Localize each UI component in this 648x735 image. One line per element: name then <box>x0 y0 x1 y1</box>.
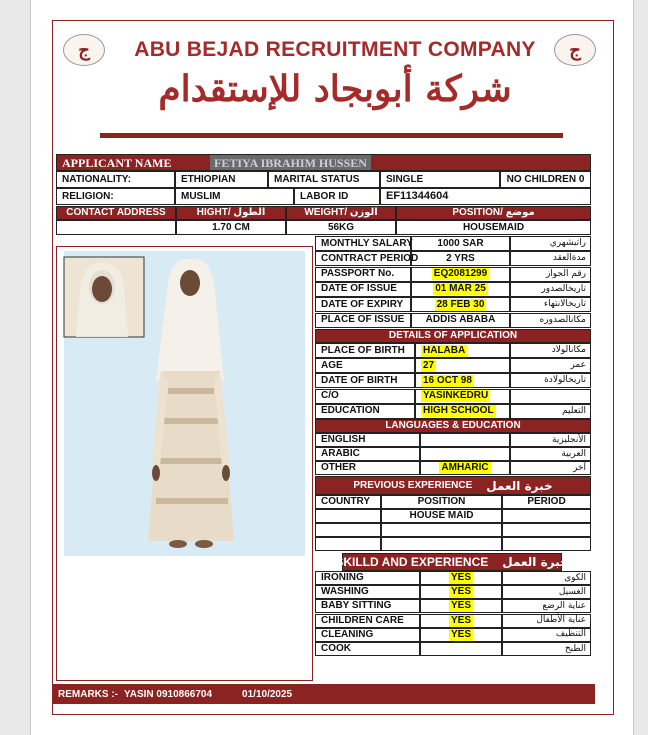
skill-value-text-4: YES <box>450 628 471 640</box>
application-ar-text-2: تاريخالولادة <box>544 375 586 386</box>
skill-label-text-4: CLEANING <box>321 628 374 640</box>
skill-value-3 <box>420 614 502 628</box>
skill-ar-1 <box>502 585 591 599</box>
skill-value-2 <box>420 599 502 613</box>
detail-label-0 <box>315 236 411 251</box>
experience-period-1 <box>502 509 591 523</box>
skill-label-text-2: BABY SITTING <box>321 600 392 612</box>
skill-label-text-5: COOK <box>321 643 351 654</box>
skill-ar-text-3: عناية الأطفال <box>536 615 586 626</box>
experience-country-2 <box>315 523 381 537</box>
col-position: POSITION <box>381 495 502 509</box>
skill-label-5 <box>315 642 420 656</box>
skill-value-4 <box>420 628 502 642</box>
skill-ar-text-4: التنظيف <box>555 629 586 640</box>
detail-value-4 <box>411 297 510 312</box>
application-label-2 <box>315 373 415 388</box>
application-ar-1 <box>510 358 591 373</box>
application-value-2 <box>415 373 510 388</box>
experience-period-2 <box>502 523 591 537</box>
detail-label-text-0: MONTHLY SALARY <box>321 237 413 249</box>
detail-ar-3 <box>510 282 591 297</box>
experience-position-1: HOUSE MAID <box>381 509 502 523</box>
company-logo-right: ج <box>554 34 596 66</box>
skill-value-text-0: YES <box>450 572 471 583</box>
applicant-name-label: APPLICANT NAME <box>62 155 172 170</box>
applicant-photo <box>64 251 305 556</box>
detail-label-3 <box>315 282 411 297</box>
applicant-name-bar <box>56 154 591 171</box>
application-value-text-2: 16 OCT 98 <box>423 374 472 386</box>
skill-ar-text-0: الكوى <box>564 572 586 583</box>
application-value-3 <box>415 389 510 404</box>
application-label-text-1: AGE <box>321 359 343 371</box>
religion-label: RELIGION: <box>56 188 175 205</box>
skill-label-text-1: WASHING <box>321 586 369 598</box>
language-ar-text-0: الأنجليزية <box>552 434 586 445</box>
previous-experience-title-ar: خبرة العمل <box>486 478 553 493</box>
skill-ar-3 <box>502 614 591 628</box>
height-value: 1.70 CM <box>176 220 286 235</box>
skills-title: SKILLD AND EXPERIENCE <box>335 555 489 569</box>
skill-ar-text-1: الغسيل <box>558 586 586 597</box>
experience-position-2 <box>381 523 502 537</box>
contact-address-value <box>56 220 176 235</box>
skill-ar-0 <box>502 571 591 585</box>
application-label-text-0: PLACE OF BIRTH <box>321 344 405 356</box>
skill-label-1 <box>315 585 420 599</box>
detail-ar-text-5: مكانالصدوره <box>539 314 586 325</box>
detail-ar-text-2: رقم الجواز <box>545 268 586 279</box>
children-count: NO CHILDREN 0 <box>500 171 591 188</box>
col-period: PERIOD <box>502 495 591 509</box>
detail-ar-text-0: راتبشهري <box>549 238 586 248</box>
application-label-text-4: EDUCATION <box>321 405 380 417</box>
detail-ar-text-1: مدةالعقد <box>552 253 586 264</box>
languages-header: LANGUAGES & EDUCATION <box>315 419 591 433</box>
detail-label-text-1: CONTRACT PERIOD <box>321 252 419 264</box>
skill-ar-4 <box>502 628 591 642</box>
title-divider <box>100 133 563 138</box>
detail-value-text-4: 28 FEB 30 <box>436 298 485 310</box>
detail-ar-text-4: تاريخالانتهاء <box>543 299 586 310</box>
detail-value-3 <box>411 282 510 297</box>
labor-id-label: LABOR ID <box>294 188 380 205</box>
language-label-0 <box>315 433 420 447</box>
skill-label-2 <box>315 599 420 613</box>
application-ar-4 <box>510 404 591 419</box>
experience-country-1 <box>315 509 381 523</box>
detail-label-text-2: PASSPORT No. <box>321 268 395 280</box>
language-label-1 <box>315 447 420 461</box>
application-value-text-0: HALABA <box>423 344 466 356</box>
application-ar-text-1: عمر <box>570 360 586 371</box>
skill-label-3 <box>315 614 420 628</box>
skill-ar-5 <box>502 642 591 656</box>
religion-value: MUSLIM <box>175 188 294 205</box>
language-value-0 <box>420 433 510 447</box>
application-ar-text-0: مكانالولاد <box>551 345 586 355</box>
detail-value-text-5: ADDIS ABABA <box>425 314 496 325</box>
detail-ar-0 <box>510 236 591 251</box>
detail-label-text-4: DATE OF EXPIRY <box>321 298 404 310</box>
application-label-4 <box>315 404 415 419</box>
language-ar-1 <box>510 447 591 461</box>
detail-value-2 <box>411 267 510 282</box>
detail-value-text-2: EQ2081299 <box>433 268 488 280</box>
details-of-application-header: DETAILS OF APPLICATION <box>315 329 591 343</box>
application-value-4 <box>415 404 510 419</box>
detail-label-text-3: DATE OF ISSUE <box>321 283 397 295</box>
language-value-2 <box>420 461 510 475</box>
application-label-text-3: C/O <box>321 390 339 402</box>
skill-value-text-2: YES <box>450 600 471 612</box>
detail-ar-2 <box>510 267 591 282</box>
detail-ar-5 <box>510 313 591 328</box>
application-ar-0 <box>510 343 591 358</box>
marital-status-value: SINGLE <box>380 171 500 188</box>
skill-label-text-0: IRONING <box>321 572 364 583</box>
application-ar-text-4: التعليم <box>562 405 586 416</box>
remarks-label: REMARKS :- <box>58 688 118 700</box>
application-label-0 <box>315 343 415 358</box>
weight-header: WEIGHT/ الوزن <box>286 206 396 220</box>
company-title-english: ABU BEJAD RECRUITMENT COMPANY <box>134 38 536 61</box>
remarks-value: YASIN 0910866704 <box>124 688 213 700</box>
detail-ar-1 <box>510 251 591 266</box>
detail-label-2 <box>315 267 411 282</box>
detail-value-text-1: 2 YRS <box>446 252 475 264</box>
position-header: POSITION/ موضع <box>396 206 591 220</box>
application-ar-2 <box>510 373 591 388</box>
language-ar-text-1: العربية <box>561 448 586 459</box>
skills-header <box>335 553 569 571</box>
detail-ar-4 <box>510 297 591 312</box>
previous-experience-header <box>315 476 591 495</box>
experience-position-3 <box>381 537 502 551</box>
application-value-text-1: 27 <box>423 359 435 371</box>
skill-value-text-1: YES <box>450 586 471 598</box>
skills-title-ar: خبرة العمل <box>502 555 569 569</box>
nationality-label: NATIONALITY: <box>56 171 175 188</box>
position-value: HOUSEMAID <box>396 220 591 235</box>
weight-value: 56KG <box>286 220 396 235</box>
language-value-text-2: AMHARIC <box>441 462 489 473</box>
application-value-text-4: HIGH SCHOOL <box>423 405 494 417</box>
language-label-2 <box>315 461 420 475</box>
contact-address-header: CONTACT ADDRESS <box>56 206 176 220</box>
detail-ar-text-3: تاريخالصدور <box>541 283 586 294</box>
detail-label-4 <box>315 297 411 312</box>
detail-value-0 <box>411 236 510 251</box>
detail-label-5 <box>315 313 411 328</box>
skill-ar-text-5: الطبخ <box>564 643 586 654</box>
experience-period-3 <box>502 537 591 551</box>
application-value-text-3: YASINKEDRU <box>423 390 489 402</box>
application-label-3 <box>315 389 415 404</box>
detail-label-text-5: PLACE OF ISSUE <box>321 314 405 325</box>
language-ar-2 <box>510 461 591 475</box>
application-value-0 <box>415 343 510 358</box>
labor-id-value: EF11344604 <box>380 188 591 205</box>
applicant-name-value: FETIYA IBRAHIM HUSSEN <box>210 155 371 170</box>
detail-value-text-0: 1000 SAR <box>437 237 484 249</box>
detail-value-text-3: 01 MAR 25 <box>435 283 486 295</box>
application-ar-3 <box>510 389 591 404</box>
company-title-arabic: شركة أبوبجاد للإستقدام <box>158 68 512 110</box>
language-label-text-1: ARABIC <box>321 448 360 459</box>
height-header: HIGHT/ الطول <box>176 206 286 220</box>
skill-label-4 <box>315 628 420 642</box>
skill-value-text-3: YES <box>450 614 471 626</box>
application-label-text-2: DATE OF BIRTH <box>321 374 398 386</box>
col-country: COUNTRY <box>315 495 381 509</box>
detail-value-5 <box>411 313 510 328</box>
detail-label-1 <box>315 251 419 266</box>
skill-value-0 <box>420 571 502 585</box>
applicant-figure <box>64 251 305 556</box>
application-value-1 <box>415 358 510 373</box>
remarks-bar <box>53 684 595 704</box>
skill-value-1 <box>420 585 502 599</box>
nationality-value: ETHIOPIAN <box>175 171 268 188</box>
language-label-text-2: OTHER <box>321 462 356 473</box>
skill-label-0 <box>315 571 420 585</box>
marital-status-label: MARITAL STATUS <box>268 171 380 188</box>
company-logo-left: ج <box>63 34 105 66</box>
language-value-1 <box>420 447 510 461</box>
application-label-1 <box>315 358 415 373</box>
language-ar-text-2: آخر <box>572 462 586 473</box>
skill-ar-2 <box>502 599 591 613</box>
detail-value-1 <box>411 251 510 266</box>
previous-experience-title: PREVIOUS EXPERIENCE <box>353 479 473 491</box>
skill-ar-text-2: عناية الرضع <box>542 600 586 611</box>
skill-label-text-3: CHILDREN CARE <box>321 614 404 626</box>
skill-value-5 <box>420 642 502 656</box>
experience-country-3 <box>315 537 381 551</box>
language-label-text-0: ENGLISH <box>321 434 366 445</box>
remarks-date: 01/10/2025 <box>242 688 293 700</box>
language-ar-0 <box>510 433 591 447</box>
